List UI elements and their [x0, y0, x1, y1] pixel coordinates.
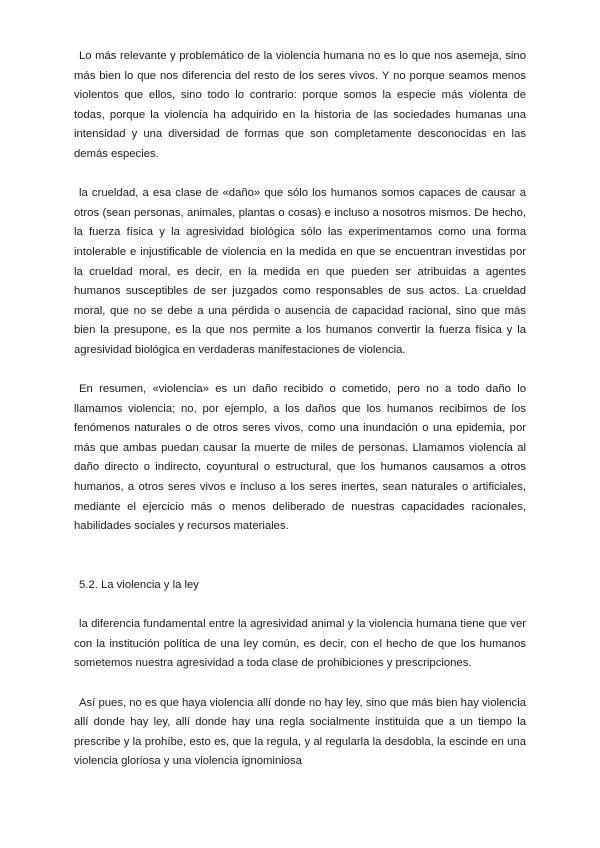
- section-heading: 5.2. La violencia y la ley: [79, 579, 199, 592]
- document-body: [74, 47, 526, 772]
- paragraph-asi-pues: Así pues, no es que haya violencia allí donde no hay ley, sino que más bien hay violencia allí donde hay ley, allí donde hay una regla socialmente instituida que a un tiempo la prescribe y la prohíbe, esto es, que la regula, y al regularla la desdobla, la escinde en una violencia gloriosa y una violencia ignominiosa: [74, 696, 526, 768]
- paragraph-diferencia-fundamental: la diferencia fundamental entre la agresividad animal y la violencia humana tiene que ver con la institución política de una ley común, es decir, con el hecho de que los humanos sometemos nuestra agresividad a toda clase de prohibiciones y prescripciones.: [74, 618, 526, 670]
- paragraph-en-resumen: En resumen, «violencia» es un daño recibido o cometido, pero no a todo daño lo llamamos violencia; no, por ejemplo, a los daños que los humanos recibimos de los fenómenos naturales o de otros seres vivos, como una inundación o una epidemia, por más que ambas puedan causar la muerte de miles de personas. Llamamos violencia al daño directo o indirecto, coyuntural o estructural, que los humanos causamos a otros humanos, a otros seres vivos e incluso a los seres inertes, sean naturales o artificiales, mediante el ejercicio más o menos deliberado de nuestras capacidades racionales, habilidades sociales y recursos materiales.: [74, 383, 526, 533]
- paragraph-crueldad: la crueldad, a esa clase de «daño» que sólo los humanos somos capaces de causar a otros (sean personas, animales, plantas o cosas) e incluso a nosotros mismos. De hecho, la fuerza física y la agresividad biológica sólo las experimentamos como una forma intolerable e injustificable de violencia en la medida en que se encuentran investidas por la crueldad moral, es decir, en la medida en que pueden ser atribuidas a agentes humanos susceptibles de ser juzgados como responsables de sus actos. La crueldad moral, que no se debe a una pérdida o ausencia de capacidad racional, sino que más bien la presupone, es la que nos permite a los humanos convertir la fuerza física y la agresividad biológica en verdaderas manifestaciones de violencia.: [74, 187, 526, 356]
- paragraph-violencia-humana: Lo más relevante y problemático de la violencia humana no es lo que nos asemeja, sino más bien lo que nos diferencia del resto de los seres vivos. Y no porque seamos menos violentos que ellos, sino todo lo contrario: porque somos la especie más violenta de todas, porque la violencia ha adquirido en la historia de las sociedades humanas una intensidad y una diversidad de formas que son completamente desconocidas en las demás especies.: [74, 50, 526, 160]
